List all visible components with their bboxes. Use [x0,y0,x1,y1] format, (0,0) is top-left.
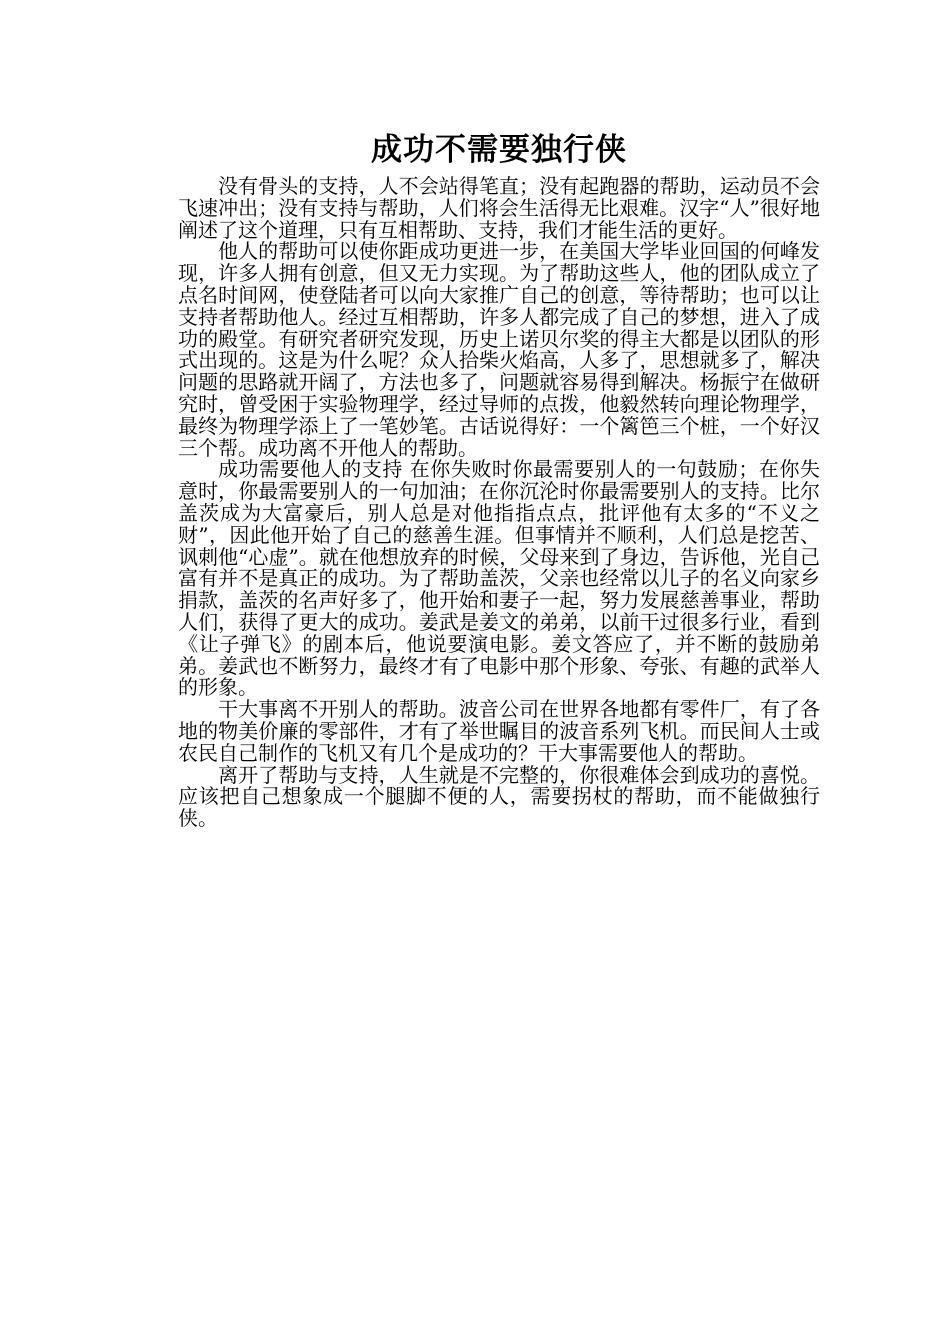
paragraph-3: 成功需要他人的支持 在你失败时你最需要别人的一句鼓励；在你失意时，你最需要别人的一句加油；在你沉沦时你最需要别人的支持。比尔盖茨成为大富豪后，别人总是对他指指点点，批评他有太多的“不义之财”，因此他开始了自己的慈善生涯。但事情并不顺利，人们总是挖苦、讽刺他“心虚”。就在他想放弃的时候，父母来到了身边，告诉他，光自己富有并不是真正的成功。为了帮助盖茨，父亲也经常以儿子的名义向家乡捐款，盖茨的名声好多了，他开始和妻子一起，努力发展慈善事业，帮助人们，获得了更大的成功。姜武是姜文的弟弟，以前干过很多行业，看到《让子弹飞》的剧本后，他说要演电影。姜文答应了，并不断的鼓励弟弟。姜武也不断努力，最终才有了电影中那个形象、夸张、有趣的武举人的形象。 [178,457,820,700]
paragraph-4: 干大事离不开别人的帮助。波音公司在世界各地都有零件厂，有了各地的物美价廉的零部件，才有了举世瞩目的波音系列飞机。而民间人士或农民自己制作的飞机又有几个是成功的？干大事需要他人的帮助。 [178,697,820,765]
paragraph-5: 离开了帮助与支持，人生就是不完整的，你很难体会到成功的喜悦。应该把自己想象成一个腿脚不便的人，需要拐杖的帮助，而不能做独行侠。 [178,762,820,831]
paragraph-1: 没有骨头的支持，人不会站得笔直；没有起跑器的帮助，运动员不会飞速冲出；没有支持与帮助，人们将会生活得无比艰难。汉字“人”很好地阐述了这个道理，只有互相帮助、支持，我们才能生活的更好。 [178,174,820,242]
essay [178,128,820,830]
essay-title: 成功不需要独行侠 [371,132,627,168]
paragraph-2: 他人的帮助可以使你距成功更进一步，在美国大学毕业回国的何峰发现，许多人拥有创意，但又无力实现。为了帮助这些人，他的团队成立了点名时间网，使登陆者可以向大家推广自己的创意，等待帮助；也可以让支持者帮助他人。经过互相帮助，许多人都完成了自己的梦想，进入了成功的殿堂。有研究者研究发现，历史上诺贝尔奖的得主大都是以团队的形式出现的。这是为什么呢？众人拾柴火焰高，人多了，思想就多了，解决问题的思路就开阔了，方法也多了，问题就容易得到解决。杨振宁在做研究时，曾受困于实验物理学，经过导师的点拨，他毅然转向理论物理学，最终为物理学添上了一笔妙笔。古话说得好：一个篱笆三个桩，一个好汉三个帮。成功离不开他人的帮助。 [178,239,820,460]
